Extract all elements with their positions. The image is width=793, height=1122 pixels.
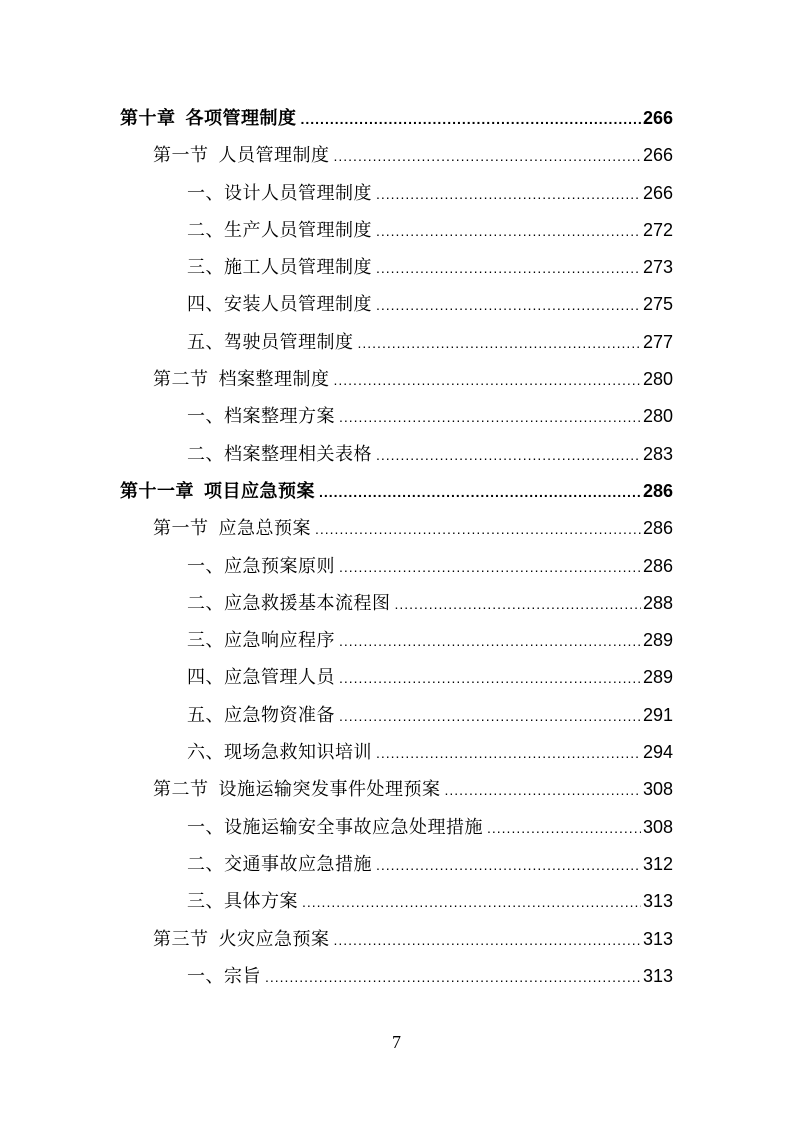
toc-entry-number: 三、 (187, 630, 224, 652)
toc-dot-leader (319, 474, 641, 511)
toc-entry-text: 应急物资准备 (224, 704, 335, 726)
toc-dot-leader (376, 176, 641, 213)
toc-entry-title (187, 249, 372, 286)
toc-page-number: 266 (642, 108, 673, 128)
toc-entry-number: 第十一章 (120, 480, 194, 502)
toc-entry-number: 五、 (187, 704, 224, 726)
toc-page-number: 277 (642, 331, 673, 352)
toc-subsection-entry[interactable] (0, 286, 793, 323)
toc-subsection-entry[interactable] (0, 659, 793, 696)
toc-entry-number: 三、 (187, 257, 224, 279)
toc-entry-text: 档案整理方案 (224, 406, 335, 428)
toc-entry-title (120, 100, 297, 137)
toc-entry-title (187, 324, 354, 361)
toc-entry-number: 一、 (187, 182, 224, 204)
toc-entry-title (153, 510, 311, 547)
toc-dot-leader (445, 772, 641, 809)
toc-entry-title (187, 175, 372, 212)
toc-entry-text: 档案整理制度 (218, 369, 330, 391)
toc-page-number: 288 (642, 592, 673, 613)
toc-entry-number: 五、 (187, 331, 224, 353)
toc-entry-text: 人员管理制度 (218, 145, 330, 167)
toc-page-number: 291 (642, 704, 673, 725)
toc-page-number: 280 (642, 369, 673, 390)
toc-subsection-entry[interactable] (0, 249, 793, 286)
toc-page-number: 294 (642, 742, 673, 763)
toc-entry-text: 应急预案原则 (224, 555, 335, 577)
toc-entry-number: 二、 (187, 443, 224, 465)
toc-entry-title (153, 771, 441, 808)
toc-page-number: 272 (642, 219, 673, 240)
toc-dot-leader (376, 847, 641, 884)
toc-entry-text: 应急总预案 (218, 518, 311, 540)
toc-subsection-entry[interactable] (0, 212, 793, 249)
toc-entry-text: 应急管理人员 (224, 667, 335, 689)
toc-dot-leader (339, 549, 641, 586)
toc-dot-leader (339, 399, 641, 436)
toc-dot-leader (376, 213, 641, 250)
toc-subsection-entry[interactable] (0, 958, 793, 995)
toc-dot-leader (376, 287, 641, 324)
toc-entry-text: 施工人员管理制度 (224, 257, 372, 279)
toc-entry-text: 设计人员管理制度 (224, 182, 372, 204)
toc-entry-title (120, 473, 315, 510)
toc-page-number: 308 (642, 779, 673, 800)
toc-dot-leader (395, 586, 641, 623)
toc-dot-leader (376, 250, 641, 287)
toc-dot-leader (339, 698, 641, 735)
toc-page-number: 280 (642, 406, 673, 427)
toc-entry-number: 第三节 (153, 928, 209, 950)
toc-subsection-entry[interactable] (0, 809, 793, 846)
toc-subsection-entry[interactable] (0, 398, 793, 435)
toc-entry-title (187, 436, 372, 473)
toc-entry-text: 设施运输安全事故应急处理措施 (224, 816, 483, 838)
toc-entry-number: 第十章 (120, 108, 176, 129)
toc-entry-text: 应急救援基本流程图 (224, 592, 391, 614)
toc-entry-title (187, 809, 483, 846)
toc-entry-title (153, 361, 330, 398)
toc-entry-number: 二、 (187, 592, 224, 614)
toc-page-number: 266 (642, 182, 673, 203)
toc-entry-title (187, 398, 335, 435)
toc-subsection-entry[interactable] (0, 883, 793, 920)
toc-entry-title (153, 921, 330, 958)
toc-dot-leader (265, 959, 641, 996)
toc-page-number: 266 (642, 145, 673, 166)
toc-subsection-entry[interactable] (0, 324, 793, 361)
toc-subsection-entry[interactable] (0, 436, 793, 473)
toc-entry-number: 三、 (187, 891, 224, 913)
toc-dot-leader (334, 922, 641, 959)
toc-entry-text: 具体方案 (224, 891, 298, 913)
toc-subsection-entry[interactable] (0, 622, 793, 659)
toc-page-number: 289 (642, 630, 673, 651)
toc-dot-leader (334, 138, 641, 175)
toc-entry-title (187, 697, 335, 734)
toc-entry-number: 第二节 (153, 779, 209, 801)
toc-entry-title (187, 212, 372, 249)
toc-entry-title (187, 286, 372, 323)
toc-entry-number: 二、 (187, 219, 224, 241)
toc-section-entry[interactable] (0, 771, 793, 808)
toc-page-number: 286 (642, 555, 673, 576)
toc-page-number: 273 (642, 257, 673, 278)
toc-entry-title (187, 883, 298, 920)
toc-subsection-entry[interactable] (0, 585, 793, 622)
toc-entry-title (153, 137, 330, 174)
toc-page-number: 313 (642, 928, 673, 949)
toc-entry-text: 安装人员管理制度 (224, 294, 372, 316)
toc-entry-number: 一、 (187, 406, 224, 428)
toc-entry-text: 应急响应程序 (224, 630, 335, 652)
toc-chapter-entry[interactable] (0, 100, 793, 137)
toc-subsection-entry[interactable] (0, 846, 793, 883)
toc-entry-text: 交通事故应急措施 (224, 853, 372, 875)
toc-dot-leader (376, 735, 641, 772)
toc-entry-number: 二、 (187, 853, 224, 875)
toc-page-number: 289 (642, 667, 673, 688)
toc-chapter-entry[interactable] (0, 473, 793, 510)
toc-page-number: 286 (642, 480, 673, 501)
toc-entry-title (187, 659, 335, 696)
toc-entry-number: 四、 (187, 667, 224, 689)
toc-page-number: 308 (642, 816, 673, 837)
toc-entry-text: 各项管理制度 (185, 108, 297, 129)
toc-entry-number: 一、 (187, 555, 224, 577)
toc-dot-leader (315, 511, 641, 548)
toc-entry-number: 第二节 (153, 369, 209, 391)
toc-page-number: 313 (642, 891, 673, 912)
toc-entry-text: 设施运输突发事件处理预案 (218, 779, 441, 801)
toc-entry-text: 现场急救知识培训 (224, 742, 372, 764)
toc-page-number: 313 (642, 965, 673, 986)
toc-section-entry[interactable] (0, 361, 793, 398)
toc-entry-text: 档案整理相关表格 (224, 443, 372, 465)
toc-dot-leader (376, 437, 641, 474)
toc-entry-text: 驾驶员管理制度 (224, 331, 354, 353)
toc-entry-title (187, 548, 335, 585)
toc-dot-leader (334, 362, 641, 399)
toc-page-number: 275 (642, 294, 673, 315)
toc-dot-leader (301, 101, 641, 138)
toc-page-number: 286 (642, 518, 673, 539)
toc-entry-title (187, 585, 391, 622)
toc-entry-title (187, 846, 372, 883)
page-number: 7 (392, 1032, 401, 1052)
toc-entry-text: 宗旨 (224, 965, 261, 987)
toc-page-number: 283 (642, 443, 673, 464)
toc-entry-title (187, 958, 261, 995)
table-of-contents (0, 100, 793, 995)
toc-entry-title (187, 622, 335, 659)
toc-entry-number: 第一节 (153, 518, 209, 540)
toc-entry-text: 生产人员管理制度 (224, 219, 372, 241)
toc-section-entry[interactable] (0, 137, 793, 174)
toc-entry-number: 六、 (187, 742, 224, 764)
toc-entry-text: 火灾应急预案 (218, 928, 330, 950)
toc-entry-number: 一、 (187, 965, 224, 987)
toc-dot-leader (487, 810, 641, 847)
toc-dot-leader (339, 623, 641, 660)
toc-dot-leader (302, 884, 641, 921)
toc-dot-leader (339, 660, 641, 697)
toc-dot-leader (358, 325, 641, 362)
toc-entry-title (187, 734, 372, 771)
toc-entry-number: 第一节 (153, 145, 209, 167)
toc-section-entry[interactable] (0, 921, 793, 958)
toc-entry-text: 项目应急预案 (204, 480, 315, 502)
toc-entry-number: 四、 (187, 294, 224, 316)
toc-subsection-entry[interactable] (0, 734, 793, 771)
toc-subsection-entry[interactable] (0, 175, 793, 212)
toc-subsection-entry[interactable] (0, 697, 793, 734)
toc-entry-number: 一、 (187, 816, 224, 838)
toc-subsection-entry[interactable] (0, 548, 793, 585)
toc-page-number: 312 (642, 853, 673, 874)
toc-section-entry[interactable] (0, 510, 793, 547)
